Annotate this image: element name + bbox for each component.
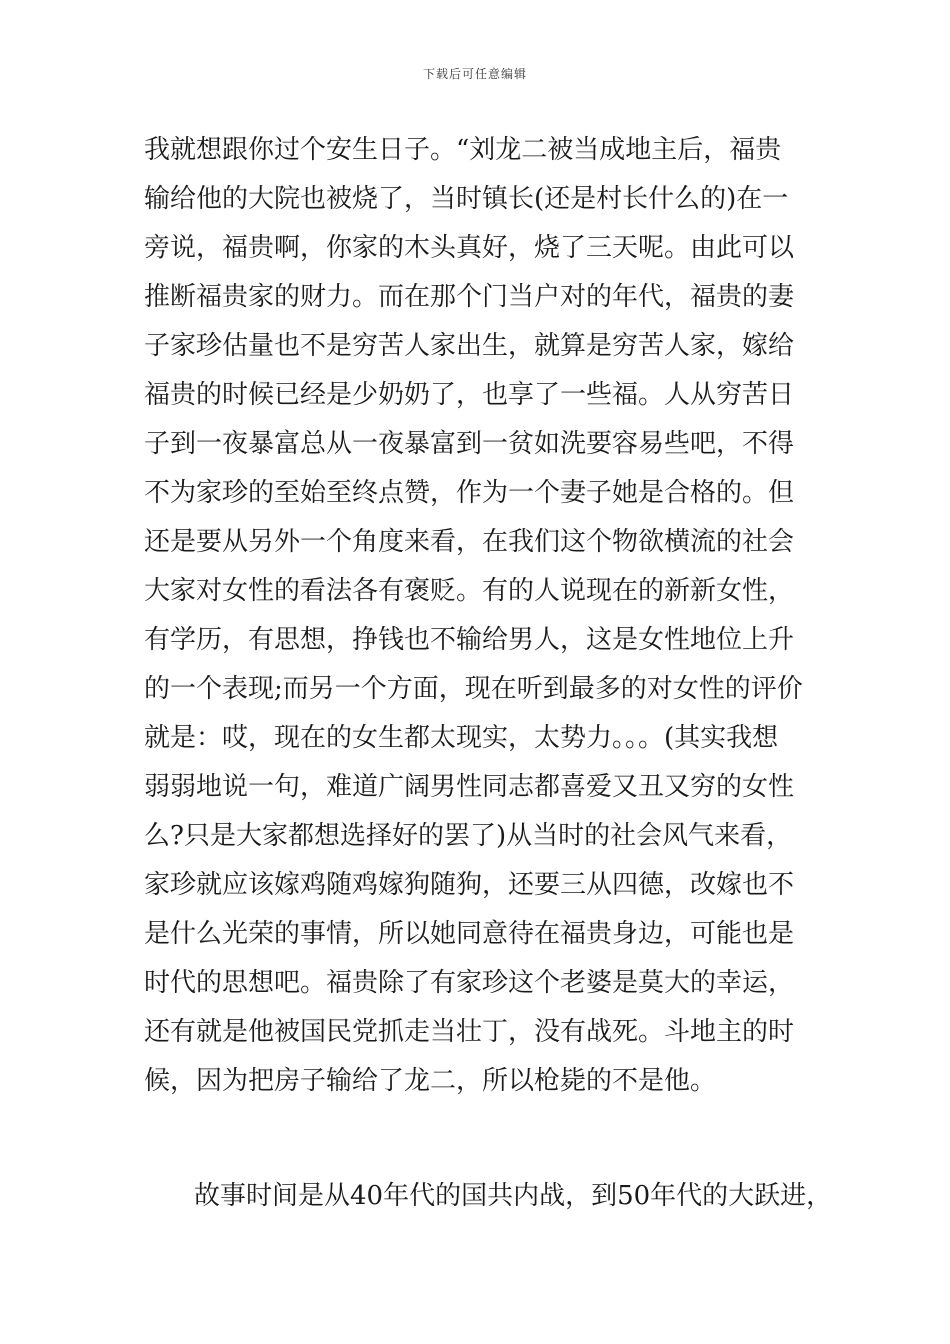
paragraph-line: 有学历，有思想，挣钱也不输给男人，这是女性地位上升 bbox=[144, 625, 795, 655]
paragraph-line: 大家对女性的看法各有褒贬。有的人说现在的新新女性， bbox=[144, 576, 795, 606]
paragraph-line: 推断福贵家的财力。而在那个门当户对的年代，福贵的妻 bbox=[144, 282, 795, 312]
paragraph-line: 输给他的大院也被烧了，当时镇长(还是村长什么的)在一 bbox=[144, 184, 789, 214]
paragraph-line: 家珍就应该嫁鸡随鸡嫁狗随狗，还要三从四德，改嫁也不 bbox=[144, 870, 795, 900]
paragraph-line: 福贵的时候已经是少奶奶了，也享了一些福。人从穷苦日 bbox=[144, 380, 795, 410]
paragraph-line: 旁说，福贵啊，你家的木头真好，烧了三天呢。由此可以 bbox=[144, 233, 795, 263]
paragraph-line: 子到一夜暴富总从一夜暴富到一贫如洗要容易些吧，不得 bbox=[144, 429, 795, 459]
paragraph-2 bbox=[144, 1172, 834, 1221]
paragraph-line: 我就想跟你过个安生日子。“刘龙二被当成地主后，福贵 bbox=[144, 135, 782, 165]
paragraph-line: 还是要从另外一个角度来看，在我们这个物欲横流的社会 bbox=[144, 527, 795, 557]
paragraph-line: 不为家珍的至始至终点赞，作为一个妻子她是合格的。但 bbox=[144, 478, 795, 508]
paragraph-line: 的一个表现;而另一个方面，现在听到最多的对女性的评价 bbox=[144, 674, 803, 704]
paragraph-line: 是什么光荣的事情，所以她同意待在福贵身边，可能也是 bbox=[144, 919, 795, 949]
paragraph-line: 还有就是他被国民党抓走当壮丁，没有战死。斗地主的时 bbox=[144, 1017, 795, 1047]
paragraph-line: 弱弱地说一句，难道广阔男性同志都喜爱又丑又穷的女性 bbox=[144, 772, 795, 802]
paragraph-line: 时代的思想吧。福贵除了有家珍这个老婆是莫大的幸运， bbox=[144, 968, 795, 998]
page-header: 下载后可任意编辑 bbox=[422, 67, 527, 81]
paragraph-line: 候，因为把房子输给了龙二，所以枪毙的不是他。 bbox=[144, 1066, 717, 1096]
paragraph-line: 子家珍估量也不是穷苦人家出生，就算是穷苦人家，嫁给 bbox=[144, 331, 795, 361]
paragraph-line: 故事时间是从40年代的国共内战，到50年代的大跃进， bbox=[194, 1181, 833, 1211]
paragraph-line: 么?只是大家都想选择好的罢了)从当时的社会风气来看， bbox=[144, 821, 793, 851]
paragraph-line: 就是：哎，现在的女生都太现实，太势力。。。(其实我想 bbox=[144, 723, 779, 753]
paragraph-1 bbox=[144, 126, 834, 1106]
